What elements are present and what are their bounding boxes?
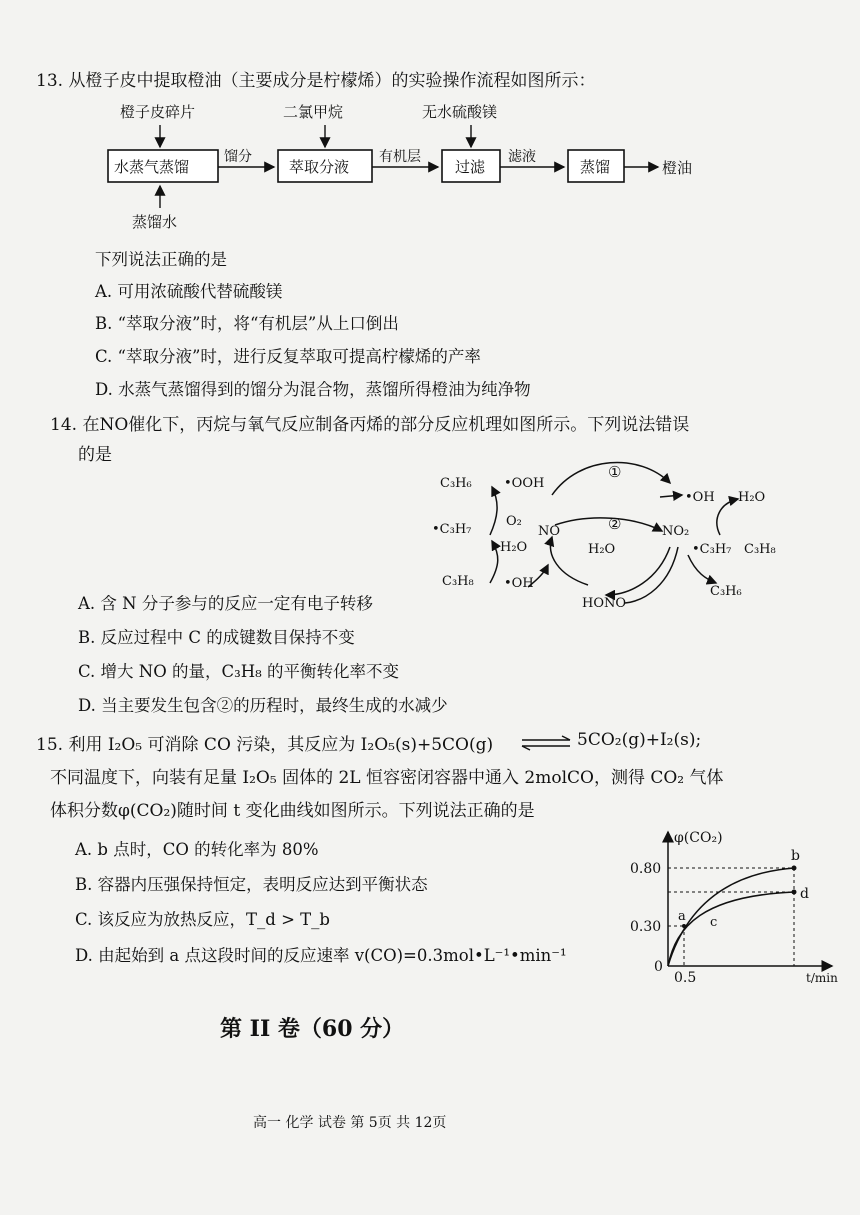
mech-no2: NO₂ <box>662 524 690 539</box>
mech-c3h8-right: C₃H₈ <box>744 542 776 557</box>
q13-option-d: D. 水蒸气蒸馏得到的馏分为混合物，蒸馏所得橙油为纯净物 <box>95 380 531 399</box>
page-footer: 高一 化学 试卷 第 5页 共 12页 <box>253 1115 447 1131</box>
graph-label-b: b <box>791 848 800 864</box>
flow-input-dcm: 二氯甲烷 <box>283 103 344 121</box>
q15-stem-line2: 不同温度下，向装有足量 I₂O₅ 固体的 2L 恒容密闭容器中通入 2molCO，测得 CO₂ 气体 <box>50 768 724 788</box>
graph-origin: 0 <box>654 959 663 975</box>
curve-b <box>668 868 794 966</box>
flow-box-filter: 过滤 <box>455 158 486 176</box>
graph-tick-030: 0.30 <box>630 919 662 935</box>
mech-c3h7-right: •C₃H₇ <box>692 542 732 557</box>
q14-option-d: D. 当主要发生包含②的历程时，最终生成的水减少 <box>78 696 448 715</box>
mech-c3h6-top: C₃H₆ <box>440 476 472 491</box>
mech-h2o-mid: H₂O <box>588 542 616 557</box>
graph-label-a: a <box>678 909 686 924</box>
q13-prompt: 下列说法正确的是 <box>95 250 227 269</box>
equilibrium-arrow-icon <box>520 735 572 751</box>
mech-h2o-left: H₂O <box>500 540 528 555</box>
flow-box-steam-distill: 水蒸气蒸馏 <box>114 158 190 176</box>
q14-option-c: C. 增大 NO 的量，C₃H₈ 的平衡转化率不变 <box>78 662 399 681</box>
q14-option-b: B. 反应过程中 C 的成键数目保持不变 <box>78 628 355 647</box>
mech-c3h6-bottom: C₃H₆ <box>710 584 742 599</box>
graph-ylabel: φ(CO₂) <box>674 830 723 846</box>
mech-oh-left: •OH <box>504 576 534 591</box>
flow-output-orange-oil: 橙油 <box>662 159 693 177</box>
q15-graph <box>618 826 838 986</box>
graph-label-c: c <box>710 915 718 930</box>
mech-oh-right: •OH <box>685 490 715 505</box>
graph-xlabel: t/min <box>806 971 838 985</box>
q13-option-c: C. “萃取分液”时，进行反复萃取可提高柠檬烯的产率 <box>95 347 481 366</box>
q14-option-a: A. 含 N 分子参与的反应一定有电子转移 <box>78 594 373 613</box>
flow-arrow-organic-layer: 有机层 <box>379 149 421 165</box>
q13-option-b: B. “萃取分液”时，将“有机层”从上口倒出 <box>95 314 399 333</box>
mech-c3h7-left: •C₃H₇ <box>432 522 472 537</box>
q15-stem-line1: 15. 利用 I₂O₅ 可消除 CO 污染，其反应为 I₂O₅(s)+5CO(g) <box>36 735 494 755</box>
flow-arrow-distillate: 馏分 <box>224 149 252 165</box>
q15-option-a: A. b 点时，CO 的转化率为 80% <box>75 840 319 859</box>
q15-stem-line3: 体积分数φ(CO₂)随时间 t 变化曲线如图所示。下列说法正确的是 <box>50 801 535 821</box>
q13-stem: 13. 从橙子皮中提取橙油（主要成分是柠檬烯）的实验操作流程如图所示： <box>36 71 596 91</box>
curve-d <box>668 892 794 966</box>
mech-circle1: ① <box>608 463 622 481</box>
q15-option-b: B. 容器内压强保持恒定，表明反应达到平衡状态 <box>75 875 428 894</box>
mech-c3h8-left: C₃H₈ <box>442 574 474 589</box>
mech-hono: HONO <box>582 596 627 611</box>
q14-mechanism-diagram <box>420 455 790 620</box>
q15-option-c: C. 该反应为放热反应，T_d > T_b <box>75 910 330 929</box>
mech-circle2: ② <box>608 515 622 533</box>
graph-tick-05: 0.5 <box>674 970 697 986</box>
mech-no: NO <box>538 524 561 539</box>
flow-input-mgso4: 无水硫酸镁 <box>422 103 498 121</box>
q14-stem-line1: 14. 在NO催化下，丙烷与氧气反应制备丙烯的部分反应机理如图所示。下列说法错误 <box>50 415 690 435</box>
mech-h2o-right: H₂O <box>738 490 766 505</box>
flow-input-water: 蒸馏水 <box>132 213 178 231</box>
mech-o2: O₂ <box>506 514 522 529</box>
section-title: 第 II 卷（60 分） <box>220 1016 405 1042</box>
mech-ooh: •OOH <box>504 476 545 491</box>
flow-input-orange-peel: 橙子皮碎片 <box>120 103 196 121</box>
q14-stem-line2: 的是 <box>78 445 112 465</box>
q13-option-a: A. 可用浓硫酸代替硫酸镁 <box>95 282 283 301</box>
flow-box-extraction: 萃取分液 <box>289 158 350 176</box>
flow-arrow-filtrate: 滤液 <box>508 149 536 165</box>
q13-flowchart <box>100 95 740 245</box>
graph-tick-080: 0.80 <box>630 861 662 877</box>
q15-equation-right: 5CO₂(g)+I₂(s); <box>577 730 702 750</box>
flow-box-distill: 蒸馏 <box>580 158 611 176</box>
q15-option-d: D. 由起始到 a 点这段时间的反应速率 v(CO)=0.3mol•L⁻¹•min⁻¹ <box>75 946 567 965</box>
graph-label-d: d <box>800 886 809 902</box>
